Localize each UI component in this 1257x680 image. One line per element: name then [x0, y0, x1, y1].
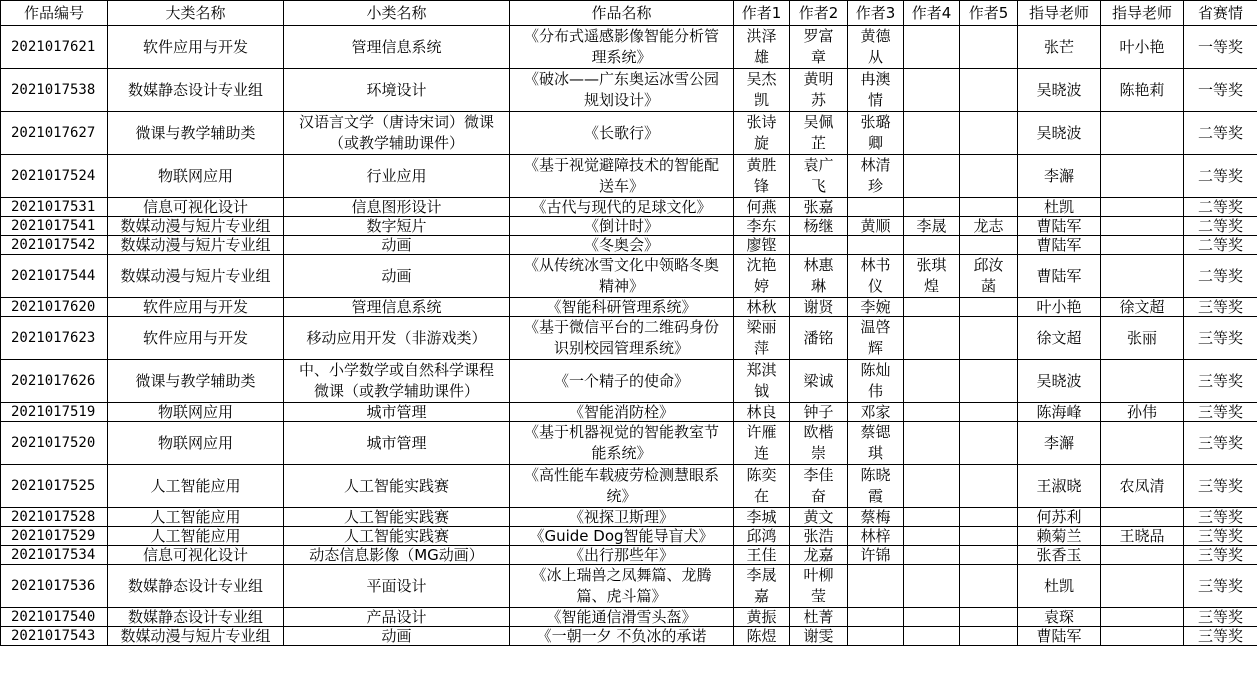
cell-author-1[interactable]: 黄振 — [734, 608, 790, 627]
cell-work-id[interactable]: 2021017540 — [1, 608, 108, 627]
cell-provincial-award[interactable]: 三等奖 — [1184, 317, 1257, 360]
cell-advisor-1[interactable]: 李澥 — [1018, 422, 1101, 465]
cell-author-4[interactable] — [904, 465, 960, 508]
cell-subcategory[interactable]: 人工智能实践赛 — [284, 527, 510, 546]
cell-advisor-2[interactable] — [1101, 422, 1184, 465]
cell-work-id[interactable]: 2021017531 — [1, 198, 108, 217]
cell-work-id[interactable]: 2021017541 — [1, 217, 108, 236]
cell-provincial-award[interactable]: 三等奖 — [1184, 298, 1257, 317]
header-work-title[interactable]: 作品名称 — [510, 1, 734, 26]
cell-author-4[interactable] — [904, 236, 960, 255]
cell-subcategory[interactable]: 汉语言文学（唐诗宋词）微课（或教学辅助课件） — [284, 112, 510, 155]
cell-category[interactable]: 信息可视化设计 — [108, 546, 284, 565]
cell-author-5[interactable] — [960, 360, 1018, 403]
cell-author-3[interactable]: 陈灿伟 — [848, 360, 904, 403]
cell-author-4[interactable]: 张琪煌 — [904, 255, 960, 298]
cell-advisor-2[interactable]: 张丽 — [1101, 317, 1184, 360]
cell-author-1[interactable]: 洪泽雄 — [734, 26, 790, 69]
cell-advisor-2[interactable] — [1101, 155, 1184, 198]
cell-author-2[interactable]: 潘铭 — [790, 317, 848, 360]
cell-advisor-1[interactable]: 赖菊兰 — [1018, 527, 1101, 546]
cell-author-2[interactable]: 张浩 — [790, 527, 848, 546]
cell-author-3[interactable]: 林清珍 — [848, 155, 904, 198]
cell-work-title[interactable]: 《基于微信平台的二维码身份识别校园管理系统》 — [510, 317, 734, 360]
cell-category[interactable]: 物联网应用 — [108, 422, 284, 465]
cell-subcategory[interactable]: 移动应用开发（非游戏类） — [284, 317, 510, 360]
cell-advisor-2[interactable]: 叶小艳 — [1101, 26, 1184, 69]
cell-author-3[interactable]: 陈晓霞 — [848, 465, 904, 508]
cell-work-title[interactable]: 《高性能车载疲劳检测慧眼系统》 — [510, 465, 734, 508]
cell-author-5[interactable] — [960, 26, 1018, 69]
table-row — [1, 26, 1257, 69]
cell-author-3[interactable]: 冉澳情 — [848, 69, 904, 112]
cell-work-id[interactable]: 2021017543 — [1, 627, 108, 646]
cell-advisor-2[interactable] — [1101, 236, 1184, 255]
cell-category[interactable]: 数媒静态设计专业组 — [108, 565, 284, 608]
cell-author-1[interactable]: 李晟嘉 — [734, 565, 790, 608]
cell-author-1[interactable]: 梁丽萍 — [734, 317, 790, 360]
cell-author-2[interactable]: 梁诚 — [790, 360, 848, 403]
cell-provincial-award[interactable]: 三等奖 — [1184, 360, 1257, 403]
table-row — [1, 527, 1257, 546]
table-row — [1, 508, 1257, 527]
cell-provincial-award[interactable]: 二等奖 — [1184, 255, 1257, 298]
cell-advisor-2[interactable] — [1101, 565, 1184, 608]
cell-provincial-award[interactable]: 一等奖 — [1184, 69, 1257, 112]
table-row — [1, 360, 1257, 403]
cell-author-4[interactable] — [904, 627, 960, 646]
table-row — [1, 198, 1257, 217]
header-author-4[interactable]: 作者4 — [904, 1, 960, 26]
cell-provincial-award[interactable]: 三等奖 — [1184, 508, 1257, 527]
cell-author-1[interactable]: 林秋 — [734, 298, 790, 317]
cell-author-5[interactable] — [960, 608, 1018, 627]
cell-work-title[interactable]: 《从传统冰雪文化中领略冬奥精神》 — [510, 255, 734, 298]
cell-category[interactable]: 数媒静态设计专业组 — [108, 608, 284, 627]
cell-author-5[interactable] — [960, 527, 1018, 546]
cell-category[interactable]: 物联网应用 — [108, 155, 284, 198]
cell-category[interactable]: 数媒动漫与短片专业组 — [108, 255, 284, 298]
table-row — [1, 298, 1257, 317]
cell-author-3[interactable]: 许锦 — [848, 546, 904, 565]
cell-subcategory[interactable]: 行业应用 — [284, 155, 510, 198]
cell-advisor-1[interactable]: 曹陆军 — [1018, 627, 1101, 646]
cell-author-3[interactable]: 李婉 — [848, 298, 904, 317]
header-author-1[interactable]: 作者1 — [734, 1, 790, 26]
cell-advisor-2[interactable] — [1101, 627, 1184, 646]
cell-author-5[interactable] — [960, 155, 1018, 198]
cell-author-1[interactable]: 黄胜锋 — [734, 155, 790, 198]
cell-subcategory[interactable]: 环境设计 — [284, 69, 510, 112]
cell-subcategory[interactable]: 动画 — [284, 255, 510, 298]
cell-work-title[interactable]: 《基于机器视觉的智能教室节能系统》 — [510, 422, 734, 465]
cell-category[interactable]: 人工智能应用 — [108, 465, 284, 508]
cell-work-id[interactable]: 2021017544 — [1, 255, 108, 298]
cell-work-id[interactable]: 2021017520 — [1, 422, 108, 465]
cell-provincial-award[interactable]: 二等奖 — [1184, 198, 1257, 217]
cell-advisor-1[interactable]: 张芒 — [1018, 26, 1101, 69]
cell-advisor-1[interactable]: 徐文超 — [1018, 317, 1101, 360]
cell-provincial-award[interactable]: 二等奖 — [1184, 236, 1257, 255]
cell-author-1[interactable]: 林良 — [734, 403, 790, 422]
cell-work-id[interactable]: 2021017534 — [1, 546, 108, 565]
cell-advisor-1[interactable]: 吴晓波 — [1018, 112, 1101, 155]
cell-author-3[interactable]: 邓家 — [848, 403, 904, 422]
cell-author-2[interactable]: 钟子 — [790, 403, 848, 422]
cell-provincial-award[interactable]: 三等奖 — [1184, 422, 1257, 465]
cell-work-title[interactable]: 《冬奥会》 — [510, 236, 734, 255]
cell-work-id[interactable]: 2021017620 — [1, 298, 108, 317]
cell-author-2[interactable]: 黄明苏 — [790, 69, 848, 112]
cell-work-title[interactable]: 《冰上瑞兽之凤舞篇、龙腾篇、虎斗篇》 — [510, 565, 734, 608]
header-category[interactable]: 大类名称 — [108, 1, 284, 26]
table-row — [1, 69, 1257, 112]
cell-author-4[interactable] — [904, 26, 960, 69]
cell-author-4[interactable] — [904, 112, 960, 155]
cell-subcategory[interactable]: 动态信息影像（MG动画） — [284, 546, 510, 565]
header-subcategory[interactable]: 小类名称 — [284, 1, 510, 26]
cell-work-id[interactable]: 2021017525 — [1, 465, 108, 508]
table-row — [1, 627, 1257, 646]
cell-advisor-1[interactable]: 张香玉 — [1018, 546, 1101, 565]
cell-provincial-award[interactable]: 三等奖 — [1184, 527, 1257, 546]
cell-author-2[interactable]: 龙嘉 — [790, 546, 848, 565]
cell-author-5[interactable] — [960, 508, 1018, 527]
cell-author-1[interactable]: 李东 — [734, 217, 790, 236]
cell-author-1[interactable]: 郑淇钺 — [734, 360, 790, 403]
cell-category[interactable]: 数媒静态设计专业组 — [108, 69, 284, 112]
cell-advisor-1[interactable]: 叶小艳 — [1018, 298, 1101, 317]
cell-advisor-1[interactable]: 陈海峰 — [1018, 403, 1101, 422]
cell-provincial-award[interactable]: 三等奖 — [1184, 565, 1257, 608]
cell-subcategory[interactable]: 动画 — [284, 627, 510, 646]
cell-category[interactable]: 软件应用与开发 — [108, 26, 284, 69]
table-row — [1, 112, 1257, 155]
cell-work-title[interactable]: 《智能通信滑雪头盔》 — [510, 608, 734, 627]
cell-author-2[interactable]: 欧楷崇 — [790, 422, 848, 465]
cell-author-4[interactable] — [904, 155, 960, 198]
cell-advisor-2[interactable] — [1101, 608, 1184, 627]
cell-author-2[interactable]: 叶柳莹 — [790, 565, 848, 608]
cell-author-1[interactable]: 王佳 — [734, 546, 790, 565]
cell-category[interactable]: 人工智能应用 — [108, 508, 284, 527]
cell-author-5[interactable] — [960, 198, 1018, 217]
cell-author-4[interactable] — [904, 422, 960, 465]
cell-advisor-2[interactable]: 农凤清 — [1101, 465, 1184, 508]
cell-advisor-2[interactable]: 孙伟 — [1101, 403, 1184, 422]
cell-author-2[interactable]: 林惠琳 — [790, 255, 848, 298]
cell-subcategory[interactable]: 城市管理 — [284, 422, 510, 465]
cell-work-title[interactable]: 《视探卫斯理》 — [510, 508, 734, 527]
cell-author-5[interactable]: 邱汝菡 — [960, 255, 1018, 298]
cell-work-id[interactable]: 2021017623 — [1, 317, 108, 360]
cell-author-3[interactable]: 温啓辉 — [848, 317, 904, 360]
cell-author-3[interactable]: 张璐卿 — [848, 112, 904, 155]
cell-work-title[interactable]: 《古代与现代的足球文化》 — [510, 198, 734, 217]
cell-advisor-1[interactable]: 杜凯 — [1018, 565, 1101, 608]
cell-advisor-1[interactable]: 吴晓波 — [1018, 69, 1101, 112]
cell-advisor-2[interactable] — [1101, 360, 1184, 403]
cell-work-id[interactable]: 2021017542 — [1, 236, 108, 255]
cell-author-5[interactable] — [960, 298, 1018, 317]
cell-author-5[interactable] — [960, 403, 1018, 422]
cell-author-5[interactable] — [960, 236, 1018, 255]
cell-work-title[interactable]: 《智能消防栓》 — [510, 403, 734, 422]
cell-author-1[interactable]: 陈煜 — [734, 627, 790, 646]
table-row — [1, 565, 1257, 608]
cell-advisor-2[interactable] — [1101, 112, 1184, 155]
table-row — [1, 155, 1257, 198]
cell-provincial-award[interactable]: 三等奖 — [1184, 465, 1257, 508]
cell-author-5[interactable] — [960, 69, 1018, 112]
header-row — [1, 1, 1257, 26]
cell-category[interactable]: 信息可视化设计 — [108, 198, 284, 217]
cell-work-title[interactable]: 《破冰——广东奥运冰雪公园规划设计》 — [510, 69, 734, 112]
cell-author-4[interactable] — [904, 565, 960, 608]
cell-work-title[interactable]: 《分布式遥感影像智能分析管理系统》 — [510, 26, 734, 69]
cell-provincial-award[interactable]: 三等奖 — [1184, 608, 1257, 627]
cell-author-1[interactable]: 沈艳婷 — [734, 255, 790, 298]
cell-advisor-1[interactable]: 李澥 — [1018, 155, 1101, 198]
cell-author-1[interactable]: 许雁连 — [734, 422, 790, 465]
header-advisor-1[interactable]: 指导老师 — [1018, 1, 1101, 26]
cell-category[interactable]: 微课与教学辅助类 — [108, 360, 284, 403]
cell-subcategory[interactable]: 平面设计 — [284, 565, 510, 608]
cell-author-4[interactable] — [904, 360, 960, 403]
cell-author-5[interactable] — [960, 317, 1018, 360]
cell-advisor-1[interactable]: 曹陆军 — [1018, 217, 1101, 236]
cell-author-5[interactable] — [960, 465, 1018, 508]
cell-author-2[interactable]: 谢雯 — [790, 627, 848, 646]
cell-work-title[interactable]: 《倒计时》 — [510, 217, 734, 236]
cell-advisor-2[interactable] — [1101, 217, 1184, 236]
cell-work-title[interactable]: 《长歌行》 — [510, 112, 734, 155]
cell-author-3[interactable] — [848, 608, 904, 627]
cell-author-1[interactable]: 吴杰凯 — [734, 69, 790, 112]
cell-author-3[interactable]: 林梓 — [848, 527, 904, 546]
cell-author-2[interactable]: 黄文 — [790, 508, 848, 527]
cell-author-1[interactable]: 陈奕在 — [734, 465, 790, 508]
cell-advisor-1[interactable]: 吴晓波 — [1018, 360, 1101, 403]
cell-author-2[interactable]: 杨继 — [790, 217, 848, 236]
cell-author-3[interactable] — [848, 565, 904, 608]
cell-author-3[interactable] — [848, 198, 904, 217]
table-row — [1, 608, 1257, 627]
table-row — [1, 317, 1257, 360]
cell-work-id[interactable]: 2021017538 — [1, 69, 108, 112]
header-author-2[interactable]: 作者2 — [790, 1, 848, 26]
cell-author-2[interactable]: 吴佩芷 — [790, 112, 848, 155]
cell-author-2[interactable]: 罗富章 — [790, 26, 848, 69]
cell-subcategory[interactable]: 产品设计 — [284, 608, 510, 627]
cell-author-2[interactable] — [790, 236, 848, 255]
cell-author-4[interactable] — [904, 508, 960, 527]
cell-author-5[interactable] — [960, 565, 1018, 608]
cell-advisor-2[interactable] — [1101, 255, 1184, 298]
table-row — [1, 546, 1257, 565]
cell-author-2[interactable]: 袁广飞 — [790, 155, 848, 198]
cell-work-title[interactable]: 《出行那些年》 — [510, 546, 734, 565]
cell-author-3[interactable] — [848, 236, 904, 255]
cell-category[interactable]: 物联网应用 — [108, 403, 284, 422]
cell-author-2[interactable]: 李佳奋 — [790, 465, 848, 508]
cell-author-4[interactable] — [904, 198, 960, 217]
table-row — [1, 236, 1257, 255]
table-body — [1, 26, 1257, 646]
cell-author-2[interactable]: 张嘉 — [790, 198, 848, 217]
cell-advisor-1[interactable]: 王淑晓 — [1018, 465, 1101, 508]
table-row — [1, 422, 1257, 465]
cell-category[interactable]: 微课与教学辅助类 — [108, 112, 284, 155]
cell-work-id[interactable]: 2021017524 — [1, 155, 108, 198]
cell-advisor-2[interactable] — [1101, 546, 1184, 565]
cell-subcategory[interactable]: 动画 — [284, 236, 510, 255]
cell-work-title[interactable]: 《一朝一夕 不负冰的承诺 — [510, 627, 734, 646]
cell-author-3[interactable]: 蔡梅 — [848, 508, 904, 527]
cell-work-title[interactable]: 《智能科研管理系统》 — [510, 298, 734, 317]
cell-author-3[interactable]: 黄德从 — [848, 26, 904, 69]
cell-subcategory[interactable]: 数字短片 — [284, 217, 510, 236]
cell-author-5[interactable]: 龙志 — [960, 217, 1018, 236]
cell-author-1[interactable]: 邱鸿 — [734, 527, 790, 546]
cell-author-2[interactable]: 杜菁 — [790, 608, 848, 627]
cell-work-id[interactable]: 2021017519 — [1, 403, 108, 422]
cell-work-title[interactable]: 《基于视觉避障技术的智能配送车》 — [510, 155, 734, 198]
cell-advisor-2[interactable]: 王晓品 — [1101, 527, 1184, 546]
cell-author-3[interactable] — [848, 627, 904, 646]
cell-category[interactable]: 数媒动漫与短片专业组 — [108, 236, 284, 255]
cell-author-4[interactable] — [904, 608, 960, 627]
cell-work-id[interactable]: 2021017536 — [1, 565, 108, 608]
cell-provincial-award[interactable]: 三等奖 — [1184, 627, 1257, 646]
cell-author-3[interactable]: 黄顺 — [848, 217, 904, 236]
cell-subcategory[interactable]: 城市管理 — [284, 403, 510, 422]
cell-author-2[interactable]: 谢贤 — [790, 298, 848, 317]
cell-author-1[interactable]: 李城 — [734, 508, 790, 527]
header-advisor-2[interactable]: 指导老师 — [1101, 1, 1184, 26]
cell-subcategory[interactable]: 信息图形设计 — [284, 198, 510, 217]
cell-advisor-2[interactable]: 陈艳莉 — [1101, 69, 1184, 112]
table-row — [1, 403, 1257, 422]
cell-author-1[interactable]: 张诗旋 — [734, 112, 790, 155]
header-author-3[interactable]: 作者3 — [848, 1, 904, 26]
cell-author-3[interactable]: 林书仪 — [848, 255, 904, 298]
cell-subcategory[interactable]: 中、小学数学或自然科学课程微课（或教学辅助课件） — [284, 360, 510, 403]
cell-work-id[interactable]: 2021017528 — [1, 508, 108, 527]
cell-subcategory[interactable]: 人工智能实践赛 — [284, 465, 510, 508]
cell-author-4[interactable]: 李晟 — [904, 217, 960, 236]
cell-advisor-2[interactable] — [1101, 508, 1184, 527]
cell-work-title[interactable]: 《一个精子的使命》 — [510, 360, 734, 403]
cell-advisor-1[interactable]: 曹陆军 — [1018, 255, 1101, 298]
cell-category[interactable]: 数媒动漫与短片专业组 — [108, 217, 284, 236]
cell-author-1[interactable]: 廖铿 — [734, 236, 790, 255]
cell-subcategory[interactable]: 人工智能实践赛 — [284, 508, 510, 527]
cell-advisor-1[interactable]: 曹陆军 — [1018, 236, 1101, 255]
cell-category[interactable]: 软件应用与开发 — [108, 298, 284, 317]
table-row — [1, 217, 1257, 236]
header-work-id[interactable]: 作品编号 — [1, 1, 108, 26]
cell-author-3[interactable]: 蔡锶琪 — [848, 422, 904, 465]
cell-category[interactable]: 数媒动漫与短片专业组 — [108, 627, 284, 646]
cell-work-id[interactable]: 2021017621 — [1, 26, 108, 69]
cell-provincial-award[interactable]: 二等奖 — [1184, 112, 1257, 155]
cell-author-5[interactable] — [960, 546, 1018, 565]
cell-advisor-2[interactable]: 徐文超 — [1101, 298, 1184, 317]
cell-work-id[interactable]: 2021017627 — [1, 112, 108, 155]
cell-author-5[interactable] — [960, 627, 1018, 646]
cell-subcategory[interactable]: 管理信息系统 — [284, 298, 510, 317]
cell-subcategory[interactable]: 管理信息系统 — [284, 26, 510, 69]
cell-provincial-award[interactable]: 三等奖 — [1184, 546, 1257, 565]
cell-advisor-1[interactable]: 袁琛 — [1018, 608, 1101, 627]
cell-author-4[interactable] — [904, 527, 960, 546]
cell-author-4[interactable] — [904, 317, 960, 360]
cell-category[interactable]: 人工智能应用 — [108, 527, 284, 546]
cell-author-5[interactable] — [960, 422, 1018, 465]
cell-author-4[interactable] — [904, 546, 960, 565]
cell-work-title[interactable]: 《Guide Dog智能导盲犬》 — [510, 527, 734, 546]
cell-advisor-1[interactable]: 杜凯 — [1018, 198, 1101, 217]
cell-provincial-award[interactable]: 二等奖 — [1184, 217, 1257, 236]
cell-provincial-award[interactable]: 三等奖 — [1184, 403, 1257, 422]
header-author-5[interactable]: 作者5 — [960, 1, 1018, 26]
cell-category[interactable]: 软件应用与开发 — [108, 317, 284, 360]
header-provincial-award[interactable]: 省赛情 — [1184, 1, 1257, 26]
cell-advisor-1[interactable]: 何苏利 — [1018, 508, 1101, 527]
cell-author-4[interactable] — [904, 69, 960, 112]
cell-provincial-award[interactable]: 一等奖 — [1184, 26, 1257, 69]
cell-author-1[interactable]: 何燕 — [734, 198, 790, 217]
cell-provincial-award[interactable]: 二等奖 — [1184, 155, 1257, 198]
cell-author-4[interactable] — [904, 298, 960, 317]
cell-work-id[interactable]: 2021017626 — [1, 360, 108, 403]
cell-work-id[interactable]: 2021017529 — [1, 527, 108, 546]
cell-author-4[interactable] — [904, 403, 960, 422]
table-row — [1, 255, 1257, 298]
cell-author-5[interactable] — [960, 112, 1018, 155]
table-row — [1, 465, 1257, 508]
cell-advisor-2[interactable] — [1101, 198, 1184, 217]
